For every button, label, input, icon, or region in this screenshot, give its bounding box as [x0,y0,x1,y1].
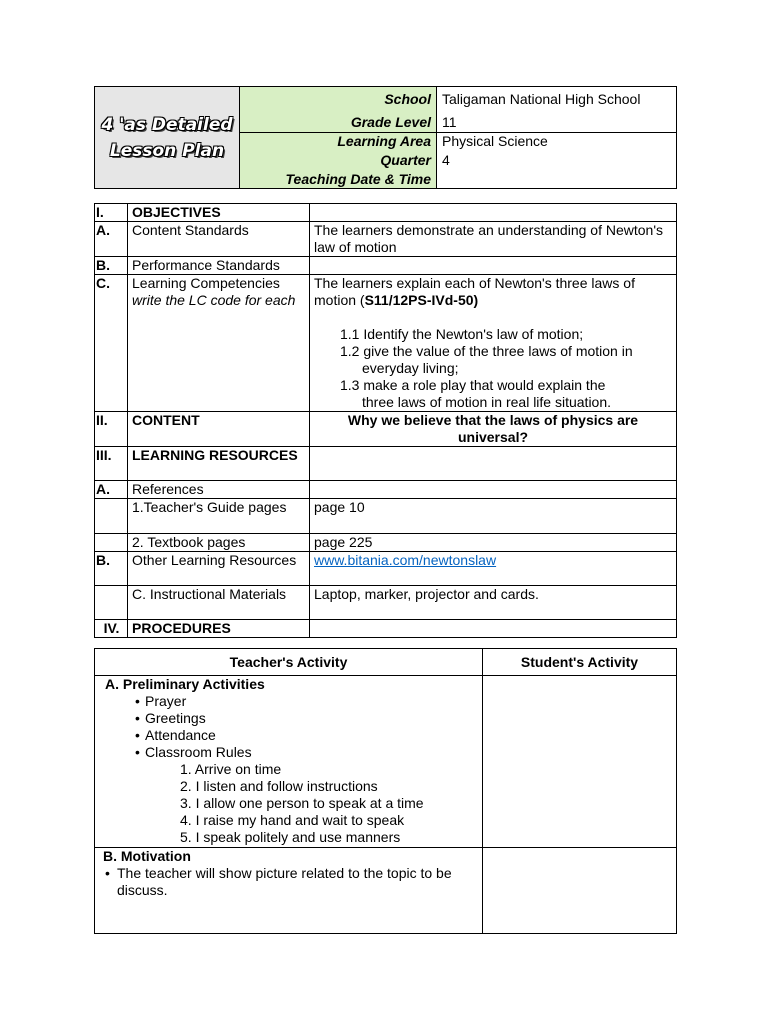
section-number: II. [95,412,128,447]
list-item: 4. I raise my hand and wait to speak [180,812,405,828]
list-item: 5. I speak politely and use manners [180,829,401,845]
classroom-rules-list [105,761,476,846]
learning-resources-heading: LEARNING RESOURCES [128,447,310,481]
section-number: I. [95,204,128,222]
grade-level-value: 11 [437,112,677,133]
lc-item: 1.2 give the value of the three laws of motion in [340,343,633,359]
resource-link[interactable]: www.bitania.com/newtonslaw [314,552,497,568]
lesson-plan-logo [95,87,240,189]
other-resources-label: Other Learning Resources [128,552,310,586]
list-item: 1. Arrive on time [180,761,282,777]
textbook-pages-label: 2. Textbook pages [128,534,310,552]
list-item: • Attendance [145,727,476,744]
logo-line-2: Lesson Plan [109,140,225,161]
instructional-materials-label: C. Instructional Materials [128,586,310,620]
content-value: Why we believe that the laws of physics are universal? [310,412,677,447]
logo-line-1: 4 'as Detailed [101,114,233,135]
school-value: Taligaman National High School [437,87,677,112]
learning-area-value: Physical Science [437,133,677,152]
section-number: III. [95,447,128,481]
textbook-pages-value: page 225 [310,534,677,552]
teaching-date-label: Teaching Date & Time [240,171,437,189]
instructional-materials-value: Laptop, marker, projector and cards. [310,586,677,620]
school-label: School [240,87,437,112]
performance-standards-label: Performance Standards [128,257,310,275]
header-table [94,86,677,189]
list-item: 2. I listen and follow instructions [180,778,378,794]
learning-competencies-label: Learning Competencies [132,275,280,291]
learning-competencies-value [310,275,677,412]
student-activity-header: Student's Activity [483,649,677,676]
quarter-value: 4 [437,152,677,171]
motivation-title: B. Motivation [103,848,191,864]
section-number: IV. [95,620,128,638]
objectives-table [94,203,677,638]
grade-level-label: Grade Level [240,112,437,133]
objectives-heading: OBJECTIVES [128,204,310,222]
teaching-date-value [437,171,677,189]
lc-code: S11/12PS-IVd-50) [364,292,479,308]
content-heading: CONTENT [128,412,310,447]
teacher-activity-header: Teacher's Activity [95,649,483,676]
lc-sub-objectives [314,326,672,411]
lc-item-cont: everyday living; [362,360,459,376]
lc-item: 1.3 make a role play that would explain the [340,377,606,393]
preliminary-activities-title: A. Preliminary Activities [105,676,265,692]
list-item: • Greetings [145,710,476,727]
learning-area-label: Learning Area [240,133,437,152]
item-letter: C. [95,275,128,412]
procedures-heading: PROCEDURES [128,620,310,638]
content-standards-value: The learners demonstrate an understanding of Newton's law of motion [310,222,677,257]
preliminary-activities-cell [95,676,483,848]
student-activity-cell [483,848,677,934]
item-letter: A. [95,222,128,257]
student-activity-cell [483,676,677,848]
item-letter: B. [95,552,128,586]
lc-text: The learners explain each of Newton's three laws of motion ( [314,275,635,308]
content-standards-label: Content Standards [128,222,310,257]
list-item: • Classroom Rules [145,744,476,761]
lc-item-cont: three laws of motion in real life situation. [362,394,612,410]
item-letter: B. [95,257,128,275]
references-label: References [128,481,310,499]
motivation-text: • The teacher will show picture related to the topic to be discuss. [101,865,476,899]
teachers-guide-label: 1.Teacher's Guide pages [128,499,310,534]
list-item: 3. I allow one person to speak at a time [180,795,424,811]
motivation-cell [95,848,483,934]
activities-table [94,648,677,934]
quarter-label: Quarter [240,152,437,171]
teachers-guide-value: page 10 [310,499,677,534]
lc-code-note: write the LC code for each [132,292,296,308]
preliminary-list [105,693,476,761]
lc-item: 1.1 Identify the Newton's law of motion; [340,326,584,342]
item-letter: A. [95,481,128,499]
list-item: • Prayer [145,693,476,710]
